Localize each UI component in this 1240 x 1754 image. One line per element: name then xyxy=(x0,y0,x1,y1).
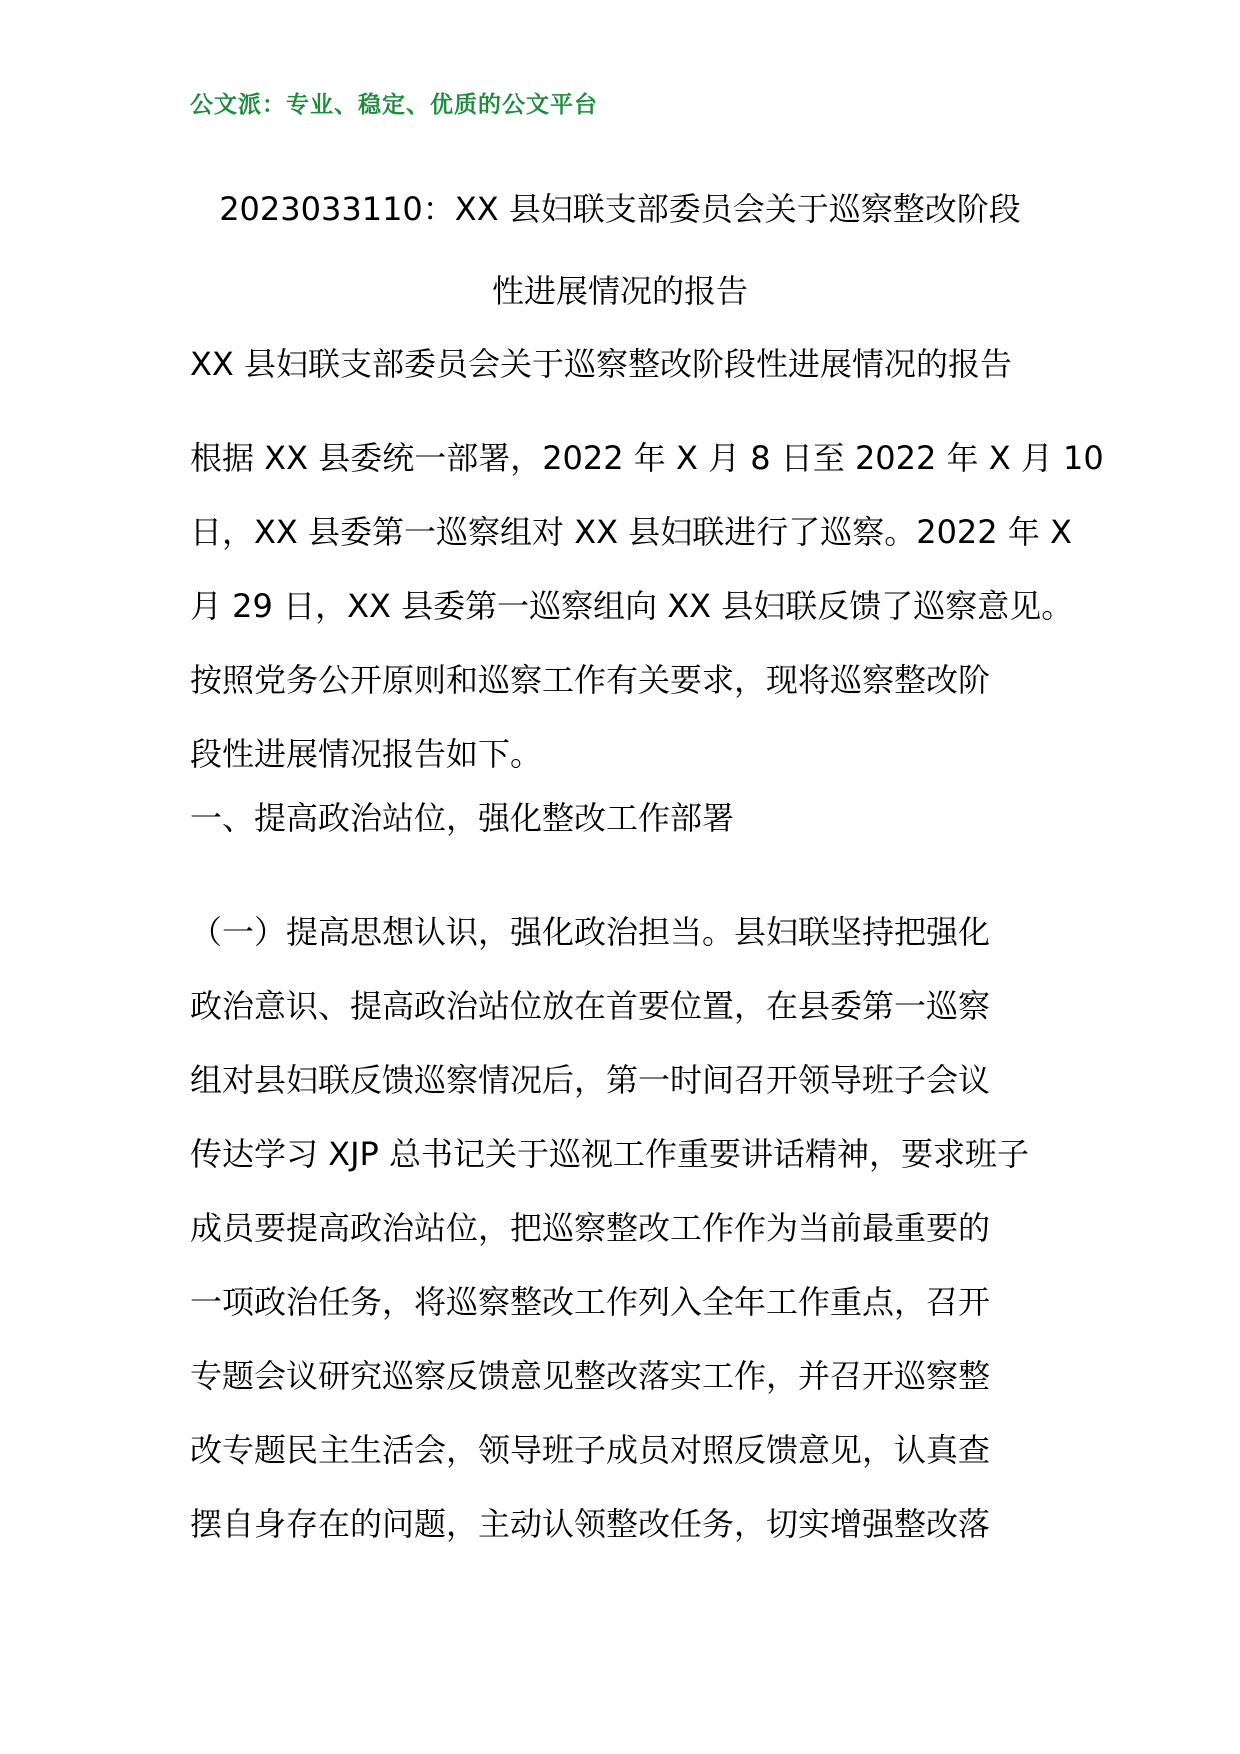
paragraph-line: 摆自身存在的问题，主动认领整改任务，切实增强整改落 xyxy=(190,1505,991,1543)
paragraph-line: 成员要提高政治站位，把巡察整改工作作为当前最重要的 xyxy=(190,1209,991,1247)
paragraph-line: 组对县妇联反馈巡察情况后，第一时间召开领导班子会议 xyxy=(190,1061,991,1099)
title-line: 2023033110：XX 县妇联支部委员会关于巡察整改阶段 xyxy=(219,190,1021,228)
paragraph-line: 改专题民主生活会，领导班子成员对照反馈意见，认真查 xyxy=(190,1431,991,1469)
brand-header: 公文派：专业、稳定、优质的公文平台 xyxy=(190,92,598,118)
paragraph-line: 日，XX 县委第一巡察组对 XX 县妇联进行了巡察。2022 年 X xyxy=(190,513,1072,551)
paragraph-line: 按照党务公开原则和巡察工作有关要求，现将巡察整改阶 xyxy=(190,661,991,699)
paragraph-line: 一项政治任务，将巡察整改工作列入全年工作重点，召开 xyxy=(190,1283,991,1321)
paragraph-line: （一）提高思想认识，强化政治担当。县妇联坚持把强化 xyxy=(190,913,991,951)
paragraph-line: 月 29 日，XX 县委第一巡察组向 XX 县妇联反馈了巡察意见。 xyxy=(190,587,1074,625)
paragraph-line: 专题会议研究巡察反馈意见整改落实工作，并召开巡察整 xyxy=(190,1357,991,1395)
paragraph-line: 段性进展情况报告如下。 xyxy=(190,735,543,773)
document-title xyxy=(190,168,1050,332)
intro-paragraph xyxy=(190,421,1104,791)
paragraph-line: 传达学习 XJP 总书记关于巡视工作重要讲话精神，要求班子 xyxy=(190,1135,1030,1173)
section-paragraph xyxy=(190,895,1070,1561)
paragraph-line: 政治意识、提高政治站位放在首要位置，在县委第一巡察 xyxy=(190,987,991,1025)
paragraph-line: 根据 XX 县委统一部署，2022 年 X 月 8 日至 2022 年 X 月 10 xyxy=(190,439,1104,477)
document-subtitle: XX 县妇联支部委员会关于巡察整改阶段性进展情况的报告 xyxy=(190,345,1013,383)
title-line: 性进展情况的报告 xyxy=(491,272,748,310)
section-heading: 一、提高政治站位，强化整改工作部署 xyxy=(190,799,735,837)
